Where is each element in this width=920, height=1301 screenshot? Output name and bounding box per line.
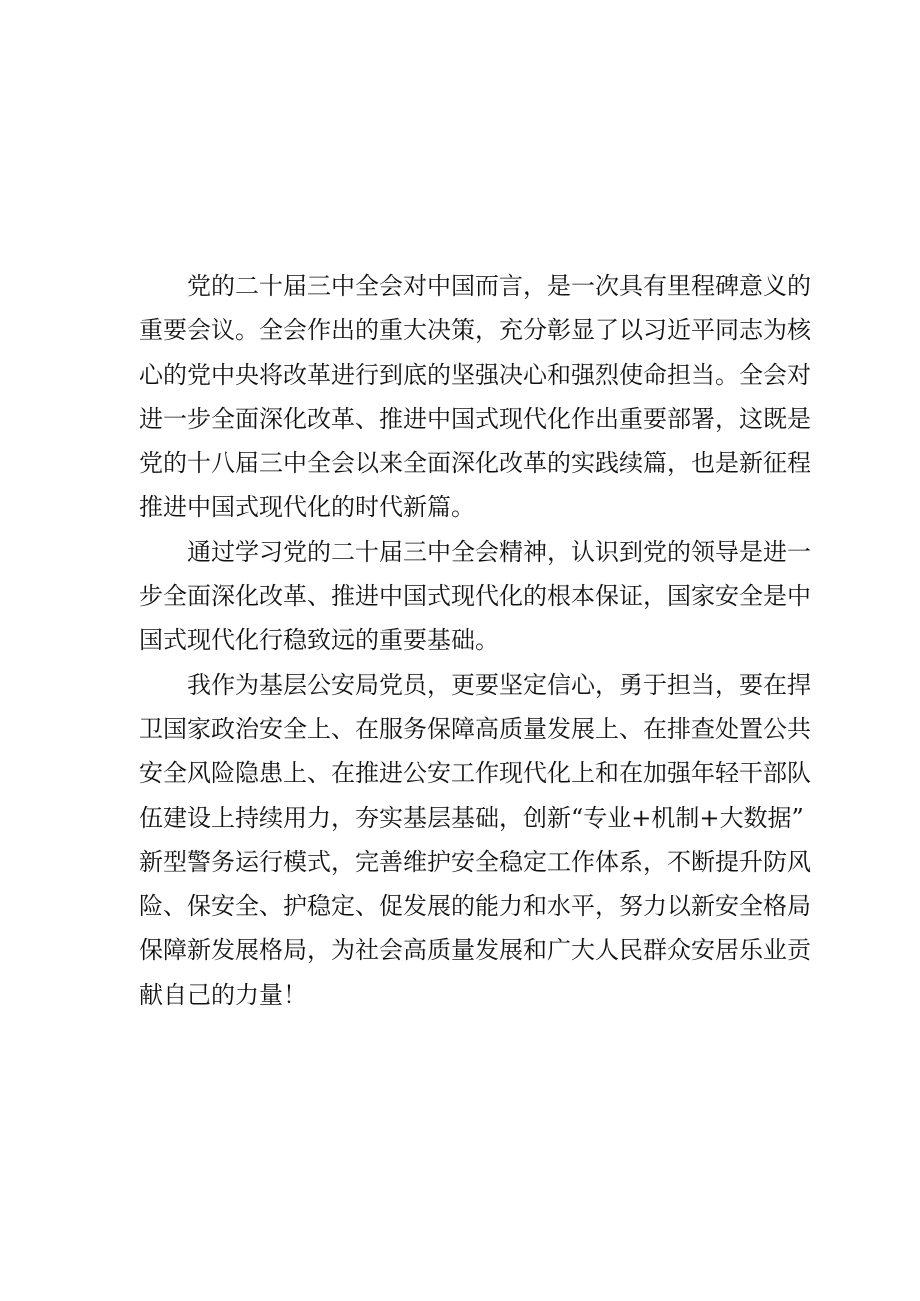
paragraph-line: 险、保安全、护稳定、促发展的能力和水平，努力以新安全格局: [139, 892, 811, 921]
paragraph-line: 献自己的力量！: [139, 980, 307, 1009]
paragraph-line: 党的十八届三中全会以来全面深化改革的实践续篇，也是新征程: [139, 449, 811, 478]
paragraph-line: 卫国家政治安全上、在服务保障高质量发展上、在排查处置公共: [139, 714, 811, 743]
document-body: [139, 264, 811, 1017]
paragraph-line: 重要会议。全会作出的重大决策，充分彰显了以习近平同志为核: [139, 316, 811, 345]
paragraph-2: [139, 530, 811, 663]
paragraph-line: 推进中国式现代化的时代新篇。: [139, 493, 475, 522]
paragraph-line: 步全面深化改革、推进中国式现代化的根本保证，国家安全是中: [139, 582, 811, 611]
paragraph-line: 保障新发展格局，为社会高质量发展和广大人民群众安居乐业贡: [139, 936, 811, 965]
paragraph-line: 新型警务运行模式，完善维护安全稳定工作体系，不断提升防风: [139, 847, 811, 876]
paragraph-line: 进一步全面深化改革、推进中国式现代化作出重要部署，这既是: [139, 404, 811, 433]
paragraph-1: [139, 264, 811, 530]
paragraph-line: 党的二十届三中全会对中国而言，是一次具有里程碑意义的: [187, 272, 811, 300]
paragraph-line: 通过学习党的二十届三中全会精神，认识到党的领导是进一: [187, 537, 811, 566]
paragraph-3: [139, 663, 811, 1017]
paragraph-line: 安全风险隐患上、在推进公安工作现代化上和在加强年轻干部队: [139, 759, 811, 788]
paragraph-line: 国式现代化行稳致远的重要基础。: [139, 626, 499, 655]
paragraph-line: 伍建设上持续用力，夯实基层基础，创新“专业+机制+大数据”: [139, 803, 804, 832]
paragraph-line: 心的党中央将改革进行到底的坚强决心和强烈使命担当。全会对: [139, 360, 811, 389]
paragraph-line: 我作为基层公安局党员，更要坚定信心，勇于担当，要在捍: [187, 670, 811, 699]
